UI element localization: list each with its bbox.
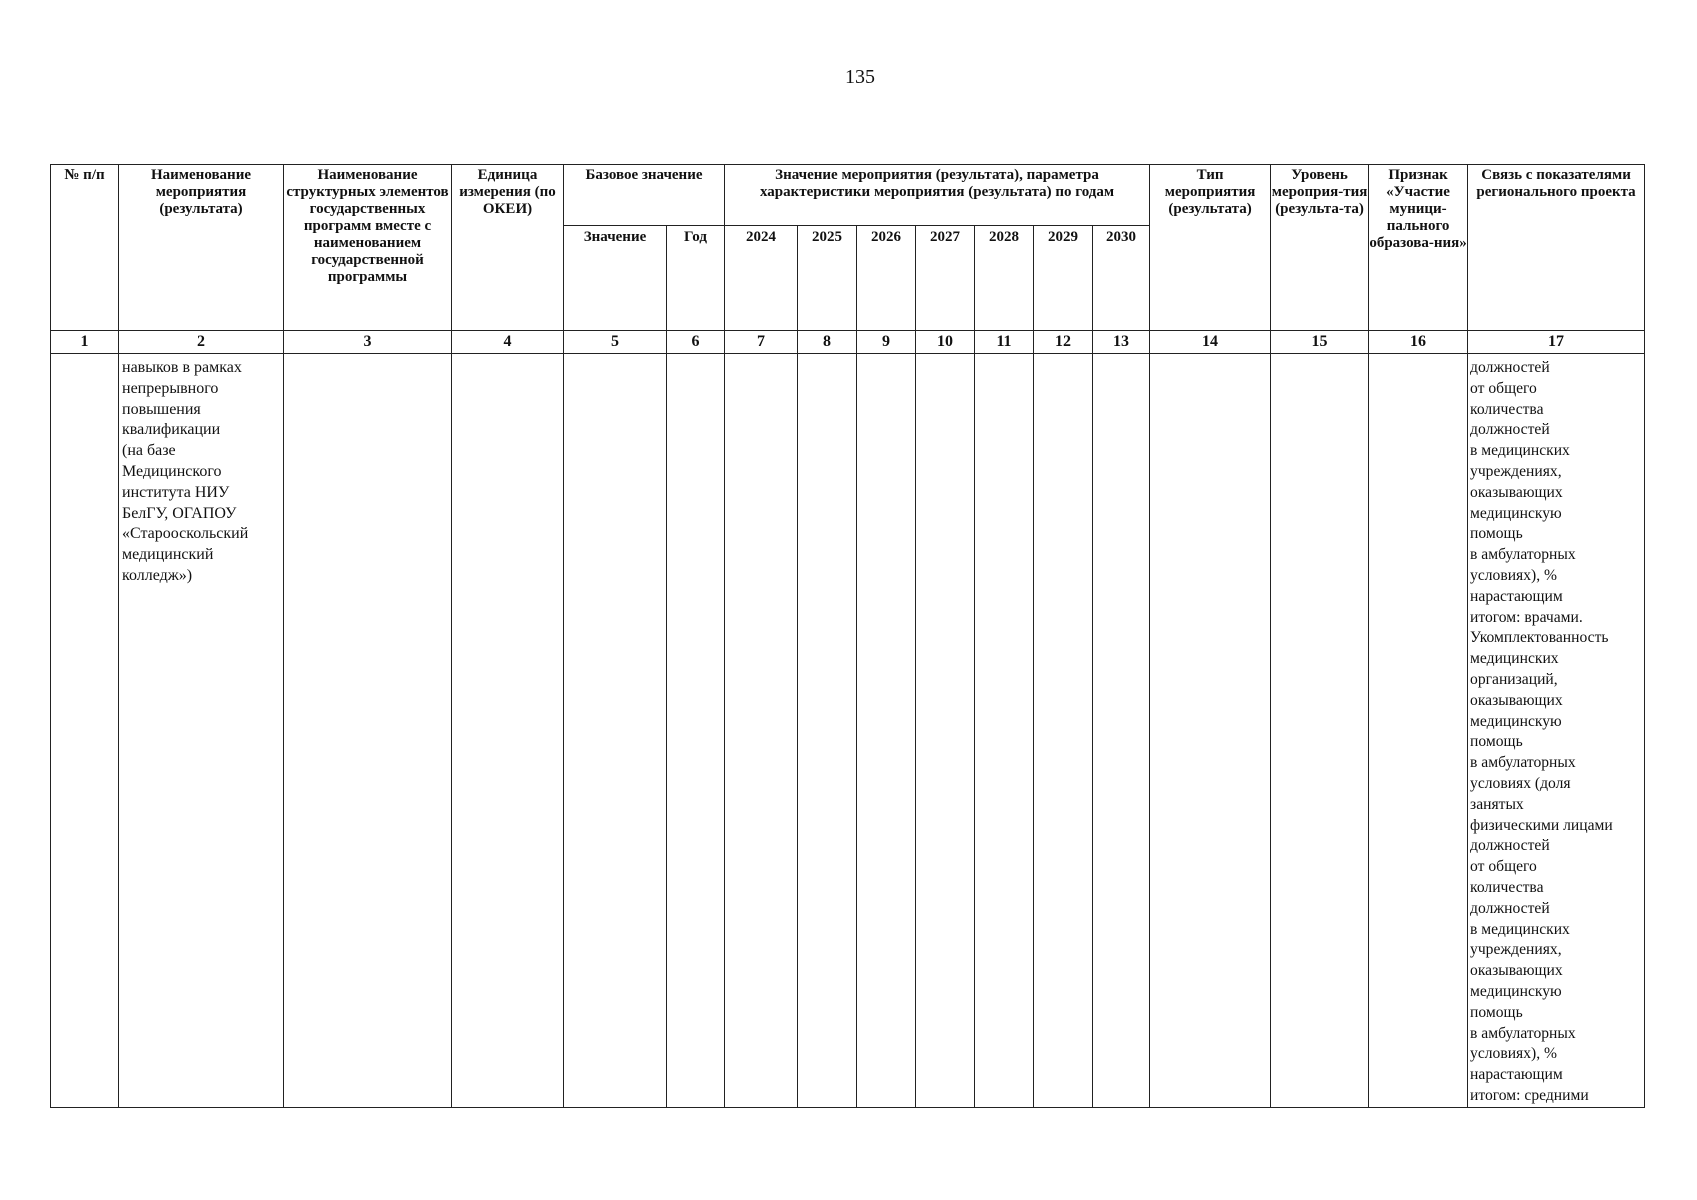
column-number: 15	[1271, 331, 1369, 354]
header-year-2024: 2024	[725, 226, 798, 331]
column-number: 6	[667, 331, 725, 354]
header-measure-name: Наименование мероприятия (результата)	[119, 165, 284, 331]
header-regional-project-link: Связь с показателями регионального проекта	[1468, 165, 1645, 331]
structural-elements-cell	[284, 354, 452, 1108]
header-measure-level: Уровень мероприя-тия (результа-та)	[1271, 165, 1369, 331]
header-row-number: № п/п	[51, 165, 119, 331]
value-2027-cell	[916, 354, 975, 1108]
header-base-value: Значение	[564, 226, 667, 331]
value-2029-cell	[1034, 354, 1093, 1108]
column-number: 1	[51, 331, 119, 354]
value-2030-cell	[1093, 354, 1150, 1108]
measure-type-cell	[1150, 354, 1271, 1108]
measure-level-cell	[1271, 354, 1369, 1108]
value-2026-cell	[857, 354, 916, 1108]
measure-name-cell	[119, 354, 284, 1108]
value-2028-cell	[975, 354, 1034, 1108]
column-number: 12	[1034, 331, 1093, 354]
value-2025-cell	[798, 354, 857, 1108]
header-year-2026: 2026	[857, 226, 916, 331]
header-structural-elements: Наименование структурных элементов государственных программ вместе с наименованием государственной программы	[284, 165, 452, 331]
column-number: 14	[1150, 331, 1271, 354]
column-number: 7	[725, 331, 798, 354]
header-municipal-participation: Признак «Участие муници-пального образова-ния»	[1369, 165, 1468, 331]
column-number: 8	[798, 331, 857, 354]
header-base-value-group: Базовое значение	[564, 165, 725, 226]
column-number: 2	[119, 331, 284, 354]
base-year-cell	[667, 354, 725, 1108]
measures-table	[50, 164, 1645, 1108]
header-year-2030: 2030	[1093, 226, 1150, 331]
regional-project-link-cell	[1468, 354, 1645, 1108]
measure-name-text: навыков в рамках непрерывного повышения квалификации (на базе Медицинского института НИУ БелГУ, ОГАПОУ «Старооскольский медицинский колледж»)	[122, 359, 249, 584]
column-number: 11	[975, 331, 1034, 354]
page-number: 135	[845, 66, 875, 88]
column-number: 4	[452, 331, 564, 354]
header-years-group: Значение мероприятия (результата), параметра характеристики мероприятия (результата) по годам	[725, 165, 1150, 226]
column-number: 9	[857, 331, 916, 354]
value-2024-cell	[725, 354, 798, 1108]
regional-project-link-text: должностей от общего количества должностей в медицинских учреждениях, оказывающих медицинскую помощь в амбулаторных условиях), % нарастающим итогом: врачами. Укомплектованность медицинских организаций, оказывающих медицинскую помощь в амбулаторных условиях (доля занятых физическими лицами должностей от общего количества должностей в медицинских учреждениях, оказывающих медицинскую помощь в амбулаторных условиях), % нарастающим итогом: средними	[1470, 359, 1613, 1104]
column-number: 13	[1093, 331, 1150, 354]
row-number-cell	[51, 354, 119, 1108]
header-measure-type: Тип мероприятия (результата)	[1150, 165, 1271, 331]
column-number: 16	[1369, 331, 1468, 354]
column-number: 10	[916, 331, 975, 354]
header-year-2028: 2028	[975, 226, 1034, 331]
header-year-2029: 2029	[1034, 226, 1093, 331]
column-number: 17	[1468, 331, 1645, 354]
table-row	[51, 354, 1645, 1108]
header-unit: Единица измерения (по ОКЕИ)	[452, 165, 564, 331]
unit-cell	[452, 354, 564, 1108]
column-number: 3	[284, 331, 452, 354]
header-year-2025: 2025	[798, 226, 857, 331]
municipal-participation-cell	[1369, 354, 1468, 1108]
header-base-year: Год	[667, 226, 725, 331]
base-value-cell	[564, 354, 667, 1108]
column-number: 5	[564, 331, 667, 354]
header-year-2027: 2027	[916, 226, 975, 331]
